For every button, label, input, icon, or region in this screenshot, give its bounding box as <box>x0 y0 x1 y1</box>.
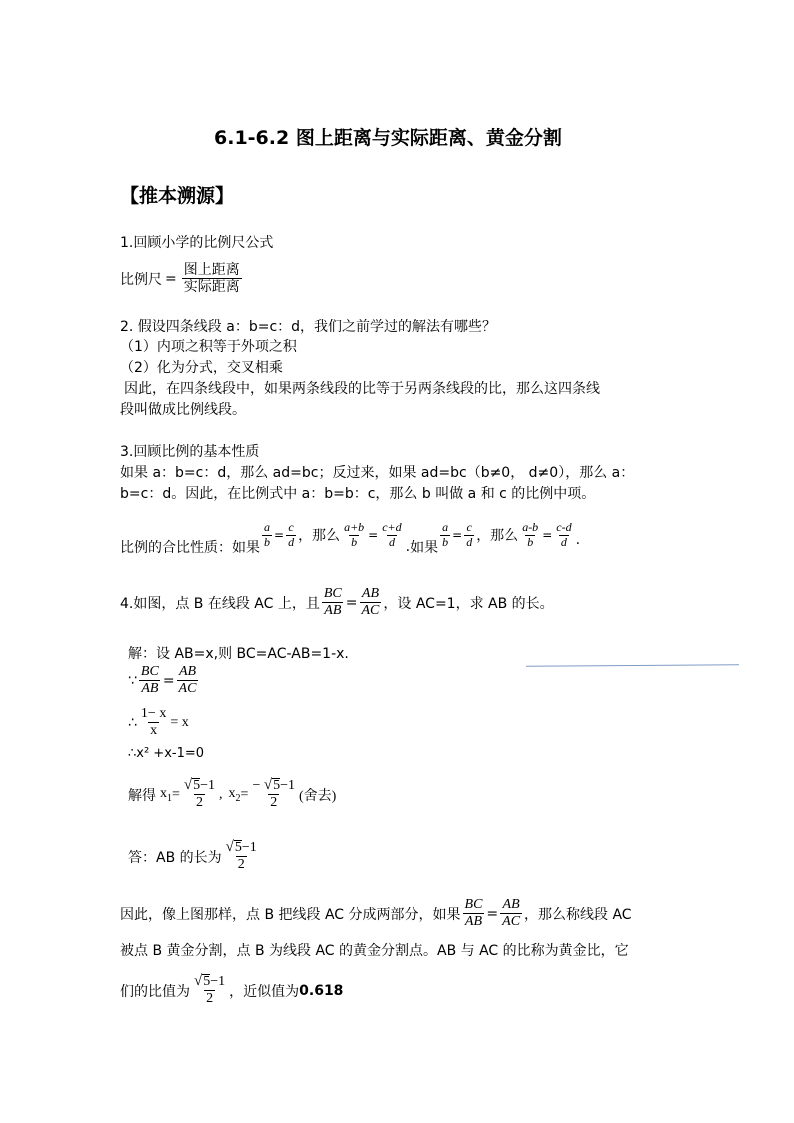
frac-bc-over-ab-sol <box>139 664 161 697</box>
numerator: AB <box>178 664 197 679</box>
solve-prefix: 解得 <box>128 787 156 804</box>
denominator: b <box>264 534 270 549</box>
numerator: BC <box>323 586 342 601</box>
frac-ab-over-ac <box>360 586 382 619</box>
page-title: 6.1-6.2 图上距离与实际距离、黄金分割 <box>214 127 562 149</box>
answer-fraction <box>224 840 259 873</box>
if-text: 如果 <box>410 540 439 556</box>
denominator: 2 <box>270 795 278 811</box>
approx-value: 0.618 <box>299 982 344 999</box>
discard-note: (舍去) <box>299 788 337 804</box>
item2-conclusion-line1: 因此，在四条线段中，如果两条线段的比等于另两条线段的比，那么这四条线 <box>124 381 600 397</box>
answer-prefix: 答：AB 的长为 <box>128 849 222 866</box>
negative-sign: − <box>252 778 261 793</box>
item4-prefix: 4.如图，点 B 在线段 AC 上，且 <box>120 595 320 612</box>
denominator: d <box>388 534 395 549</box>
equals-x: = x <box>170 714 189 730</box>
therefore-symbol: ∴ <box>128 714 137 731</box>
denominator: AC <box>361 603 380 619</box>
frac-ab-over-ac-sol <box>177 664 199 697</box>
frac-cmd-over-d <box>554 521 573 550</box>
x1-subscript: 1 <box>167 792 172 804</box>
item4-question: 4.如图，点 B 在线段 AC 上，且 $\frac{BC}{AB}$ = $\frac{AB}{AC}$ ，设 AC=1，求 AB 的长。 <box>120 586 554 619</box>
denominator: AC <box>502 914 521 930</box>
scale-formula: 比例尺 = $\frac{\text{图上距离}}{\text{实际距离}}$ <box>120 262 240 296</box>
item2-method1: （1）内项之积等于外项之积 <box>120 339 297 355</box>
minus-one: −1 <box>280 778 295 793</box>
item2-conclusion-line2: 段叫做成比例线段。 <box>120 402 246 418</box>
denominator: b <box>527 534 534 549</box>
denominator: AB <box>324 603 342 619</box>
then-text-2: ，那么 <box>476 528 519 544</box>
item3-heading: 3.回顾比例的基本性质 <box>120 444 260 460</box>
x2-subscript: 2 <box>235 792 241 804</box>
conclusion-line3-prefix: 们的比值为 <box>120 983 190 1000</box>
solution-because: ∵ $\frac{BC}{AB}$ = $\frac{AB}{AC}$ <box>128 664 197 697</box>
root2-fraction <box>250 778 297 811</box>
item2-question: 2. 假设四条线段 a：b=c：d，我们之前学过的解法有哪些？ <box>120 319 497 335</box>
fraction-denominator: 实际距离 <box>183 279 240 296</box>
solution-therefore <box>128 706 189 739</box>
x2-symbol: x <box>228 785 236 801</box>
item4-suffix: ，设 AC=1，求 AB 的长。 <box>383 595 554 612</box>
golden-ratio-fraction <box>192 974 227 1007</box>
period-2: . <box>575 532 581 548</box>
conclusion-prefix: 因此，像上图那样，点 B 把线段 AC 分成两部分，如果 <box>120 906 461 923</box>
minus-one: −1 <box>210 974 226 989</box>
frac-apb-over-b <box>342 521 366 550</box>
conclusion-line3-suffix: ，近似值为 <box>229 983 300 1000</box>
denominator: 2 <box>206 991 214 1007</box>
frac-bc-over-ab-conc <box>463 897 485 930</box>
frac-a-over-b-2 <box>440 521 450 550</box>
solution-roots: 解得 $x_1$ = √ 5 −1 2 , $x_2$ = − √ 5 −1 2 (舍去) <box>128 777 337 811</box>
numerator: a-b <box>522 519 539 534</box>
denominator: AB <box>464 914 483 930</box>
denominator: b <box>442 534 449 549</box>
radicand: 5 <box>203 974 211 989</box>
frac-bc-over-ab <box>322 586 344 619</box>
sqrt-icon: √ 5 <box>263 777 281 793</box>
sqrt-icon: √ 5 <box>183 777 201 793</box>
numerator: c-d <box>556 519 572 534</box>
item3-line1: 如果 a：b=c：d，那么 ad=bc；反过来，如果 ad=bc（b≠0， d≠0），那么 a： <box>120 465 635 481</box>
denominator: d <box>466 534 473 549</box>
conclusion-suffix: ，那么称线段 AC <box>524 906 632 923</box>
quadratic-equation: ∴x² +x-1=0 <box>128 746 205 761</box>
section-heading: 【推本溯源】 <box>120 185 235 207</box>
segment-ac-figure <box>526 664 739 666</box>
numerator: a <box>264 519 270 534</box>
x1-symbol: x <box>160 785 167 801</box>
denominator: AC <box>178 681 197 697</box>
answer <box>128 840 261 873</box>
denominator: b <box>351 534 358 549</box>
fraction-numerator: 图上距离 <box>183 262 240 278</box>
solution-line1: 解：设 AB=x,则 BC=AC-AB=1-x. <box>128 646 349 662</box>
numerator: a+b <box>344 519 365 534</box>
radicand: 5 <box>273 778 281 793</box>
denominator: 2 <box>195 795 203 811</box>
sqrt-icon: √ 5 <box>194 973 211 989</box>
conclusion-line2: 被点 B 黄金分割，点 B 为线段 AC 的黄金分割点。AB 与 AC 的比称为黄金比，它 <box>120 943 629 959</box>
scale-fraction <box>182 262 242 295</box>
numerator: 1− x <box>140 706 167 721</box>
denominator: x <box>150 723 158 739</box>
denominator: d <box>560 534 567 549</box>
item2-method2: （2）化为分式，交叉相乘 <box>120 360 283 376</box>
prop-prefix: 比例的合比性质：如果 <box>120 540 260 556</box>
conclusion-line1: 因此，像上图那样，点 B 把线段 AC 分成两部分，如果 $\frac{BC}{AB}$ = $\frac{AB}{AC}$ ，那么称线段 AC <box>120 897 632 930</box>
frac-amb-over-b <box>520 521 540 550</box>
denominator: 2 <box>237 857 245 873</box>
frac-cpd-over-d <box>380 521 403 550</box>
item3-line2: b=c：d。因此，在比例式中 a：b=b：c，那么 b 叫做 a 和 c 的比例中项。 <box>120 486 596 502</box>
numerator: AB <box>361 586 379 601</box>
period: . <box>405 539 411 555</box>
frac-a-over-b <box>262 521 272 550</box>
sqrt-icon: √ 5 <box>225 839 242 855</box>
formula-lhs: 比例尺 <box>120 271 162 288</box>
minus-one: −1 <box>200 778 216 793</box>
denominator: d <box>288 534 295 549</box>
numerator: BC <box>140 664 159 679</box>
frac-c-over-d-2 <box>464 521 474 550</box>
frac-c-over-d <box>286 521 296 550</box>
radicand: 5 <box>193 778 201 793</box>
numerator: c+d <box>382 519 402 534</box>
root1-fraction <box>182 778 217 811</box>
numerator: c <box>466 519 472 534</box>
minus-one: −1 <box>241 840 257 855</box>
item1-text: 1.回顾小学的比例尺公式 <box>120 235 274 251</box>
denominator: AB <box>141 681 159 697</box>
frac-1mx-over-x <box>139 706 168 739</box>
because-symbol: ∵ <box>128 672 137 689</box>
numerator: c <box>288 519 294 534</box>
numerator: BC <box>464 897 483 912</box>
then-text: ，那么 <box>298 528 341 544</box>
numerator: AB <box>502 897 520 912</box>
radicand: 5 <box>234 840 242 855</box>
numerator: a <box>442 519 449 534</box>
frac-ab-over-ac-conc <box>500 897 522 930</box>
composition-property: 比例的合比性质：如果 $\frac{a}{b}$ = $\frac{c}{d}$ ，那么 $\frac{a+b}{b}$ = $\frac{c+d}{d}$ . 如果 $\frac{a}{b}$ = $\frac{c}{d}$ ，那么 $\frac{a-b}{b}$ = $\frac{c-d}{d}$ . <box>120 519 581 556</box>
conclusion-line3 <box>120 974 343 1007</box>
